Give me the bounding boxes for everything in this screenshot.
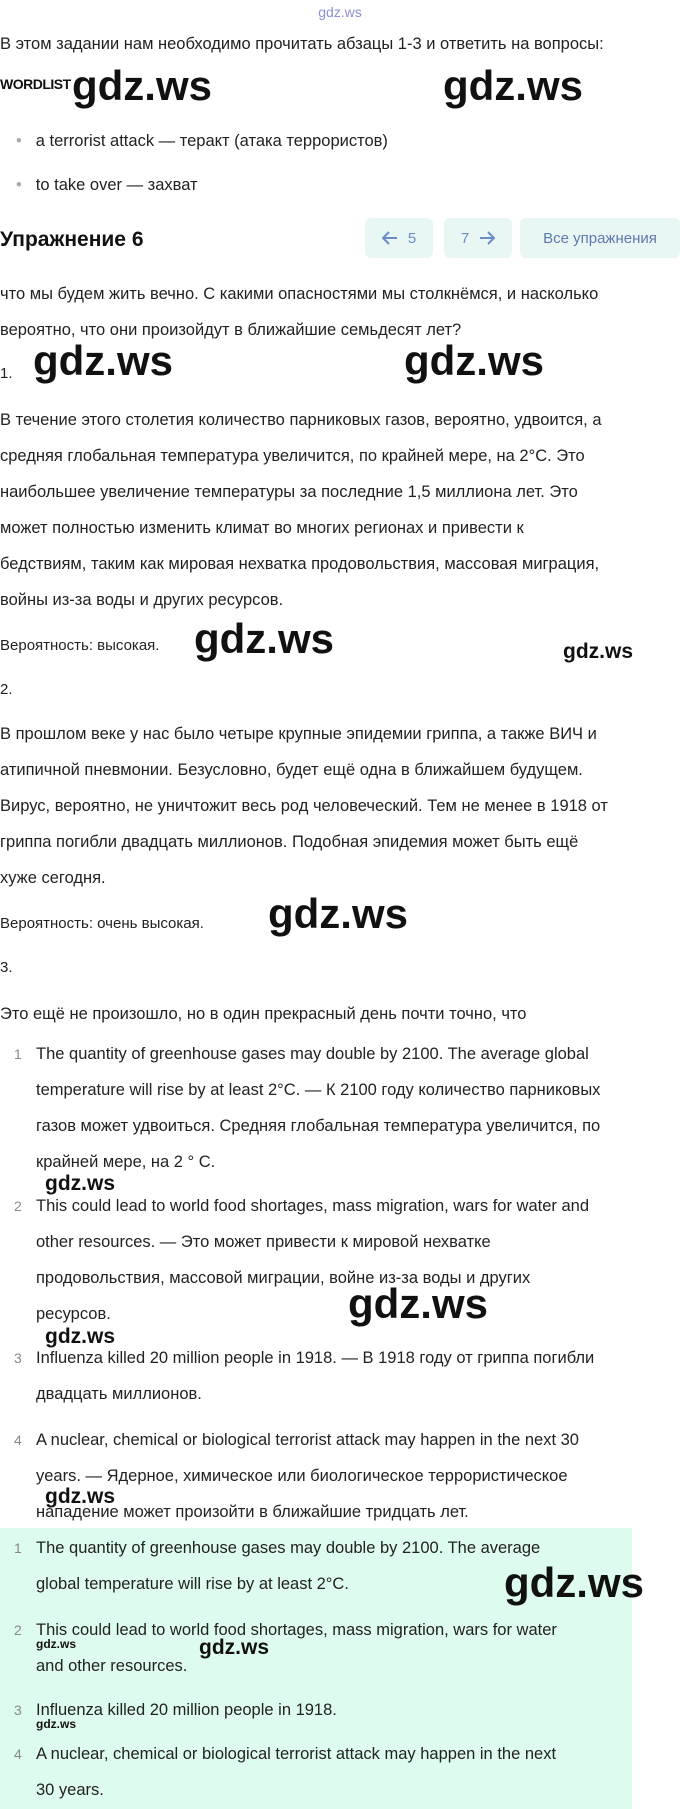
arrow-left-icon	[382, 231, 398, 245]
answer-item-line: This could lead to world food shortages, mass migration, wars for water	[36, 1621, 557, 1639]
list-item	[0, 1422, 670, 1530]
wordlist-item-text: a terrorist attack — теракт (атака террористов)	[35, 132, 388, 150]
watermark: gdz.ws	[504, 1559, 645, 1606]
paragraph-line: может полностью изменить климат во многих регионах и привести к	[0, 519, 524, 537]
answer-item-number: 4	[14, 1746, 22, 1762]
list-item-line: A nuclear, chemical or biological terrorist attack may happen in the next 30	[36, 1431, 579, 1449]
list-item	[0, 1188, 670, 1332]
list-item-line: ресурсов.	[36, 1305, 111, 1323]
watermark: gdz.ws	[36, 1637, 77, 1651]
paragraph-number: 2.	[0, 681, 13, 698]
watermark: gdz.ws	[45, 1325, 116, 1348]
watermark: gdz.ws	[348, 1280, 489, 1327]
prev-exercise-label: 5	[407, 229, 417, 247]
paragraph-line: гриппа погибли двадцать миллионов. Подобная эпидемия может быть ещё	[0, 833, 579, 851]
arrow-right-icon	[479, 231, 495, 245]
watermark: gdz.ws	[45, 1485, 116, 1508]
watermark: gdz.ws	[563, 640, 634, 663]
answer-item	[0, 1692, 670, 1728]
list-item-line: This could lead to world food shortages, mass migration, wars for water and	[36, 1197, 590, 1215]
answer-item-line: Influenza killed 20 million people in 1918.	[36, 1701, 337, 1719]
watermark: gdz.ws	[199, 1636, 270, 1659]
list-item-line: temperature will rise by at least 2°C. — К 2100 году количество парниковых	[36, 1081, 601, 1099]
answer-item-line: global temperature will rise by at least 2°C.	[36, 1575, 349, 1593]
list-item-line: нападение может произойти в ближайшие тридцать лет.	[36, 1503, 469, 1521]
wordlist-item-text: to take over — захват	[35, 176, 198, 194]
list-item-line: Influenza killed 20 million people in 1918. — В 1918 году от гриппа погибли	[36, 1349, 595, 1367]
paragraph-line: Вирус, вероятно, не уничтожит весь род человеческий. Тем не менее в 1918 от	[0, 797, 608, 815]
paragraph-line: бедствиям, таким как мировая нехватка продовольствия, массовая миграция,	[0, 555, 600, 573]
probability-line: Вероятность: высокая.	[0, 637, 160, 654]
answer-item-line: 30 years.	[36, 1781, 104, 1799]
list-item	[0, 1036, 670, 1180]
wordlist-title: WORDLIST	[0, 76, 71, 92]
wordlist-item	[16, 167, 198, 203]
list-item-number: 3	[14, 1350, 22, 1366]
paragraph-line: средняя глобальная температура увеличится, по крайней мере, на 2°С. Это	[0, 447, 585, 465]
list-item-line: other resources. — Это может привести к мировой нехватке	[36, 1233, 491, 1251]
answer-item-line: The quantity of greenhouse gases may double by 2100. The average	[36, 1539, 541, 1557]
watermark: gdz.ws	[33, 337, 174, 384]
list-item-number: 1	[14, 1046, 22, 1062]
answer-item-number: 2	[14, 1622, 22, 1638]
task-intro: В этом задании нам необходимо прочитать абзацы 1-3 и ответить на вопросы:	[0, 35, 604, 53]
list-item-line: двадцать миллионов.	[36, 1385, 202, 1403]
answer-item-number: 3	[14, 1702, 22, 1718]
site-logo[interactable]: gdz.ws	[318, 4, 362, 20]
watermark: gdz.ws	[36, 1717, 77, 1731]
paragraph-line: Это ещё не произошло, но в один прекрасный день почти точно, что	[0, 1005, 527, 1023]
all-exercises-button[interactable]: Все упражнения	[520, 218, 680, 258]
paragraph-line: атипичной пневмонии. Безусловно, будет ещё одна в ближайшем будущем.	[0, 761, 583, 779]
paragraph-number: 3.	[0, 959, 13, 976]
prev-exercise-button[interactable]	[365, 218, 433, 258]
probability-line: Вероятность: очень высокая.	[0, 915, 204, 932]
watermark: gdz.ws	[404, 337, 545, 384]
answer-item-number: 1	[14, 1540, 22, 1556]
lead-line: вероятно, что они произойдут в ближайшие семьдесят лет?	[0, 321, 462, 339]
paragraph-number: 1.	[0, 365, 13, 382]
bullet-icon: •	[16, 132, 22, 150]
bullet-icon: •	[16, 176, 22, 194]
list-item-number: 2	[14, 1198, 22, 1214]
watermark: gdz.ws	[443, 62, 584, 109]
answer-item	[0, 1612, 670, 1684]
list-item-line: продовольствия, массовой миграции, войне из-за воды и других	[36, 1269, 531, 1287]
watermark: gdz.ws	[72, 62, 213, 109]
paragraph-line: хуже сегодня.	[0, 869, 106, 887]
next-exercise-label: 7	[460, 229, 470, 247]
watermark: gdz.ws	[268, 890, 409, 937]
list-item-line: газов может удвоиться. Средняя глобальная температура увеличится, по	[36, 1117, 601, 1135]
list-item-line: крайней мере, на 2 ° С.	[36, 1153, 216, 1171]
list-item	[0, 1340, 670, 1412]
paragraph-line: В течение этого столетия количество парниковых газов, вероятно, удвоится, а	[0, 411, 602, 429]
paragraph-line: войны из-за воды и других ресурсов.	[0, 591, 284, 609]
answer-item-line: A nuclear, chemical or biological terrorist attack may happen in the next	[36, 1745, 557, 1763]
paragraph-line: В прошлом веке у нас было четыре крупные эпидемии гриппа, а также ВИЧ и	[0, 725, 597, 743]
watermark: gdz.ws	[45, 1172, 116, 1195]
list-item-line: years. — Ядерное, химическое или биологическое террористическое	[36, 1467, 568, 1485]
next-exercise-button[interactable]	[444, 218, 512, 258]
list-item-number: 4	[14, 1432, 22, 1448]
answer-item-line: and other resources.	[36, 1657, 188, 1675]
wordlist-item	[16, 123, 388, 159]
watermark: gdz.ws	[194, 615, 335, 662]
answer-item	[0, 1736, 670, 1808]
paragraph-line: наибольшее увеличение температуры за последние 1,5 миллиона лет. Это	[0, 483, 578, 501]
lead-line: что мы будем жить вечно. С какими опасностями мы столкнёмся, и насколько	[0, 285, 599, 303]
list-item-line: The quantity of greenhouse gases may double by 2100. The average global	[36, 1045, 589, 1063]
exercise-title: Упражнение 6	[0, 228, 144, 251]
